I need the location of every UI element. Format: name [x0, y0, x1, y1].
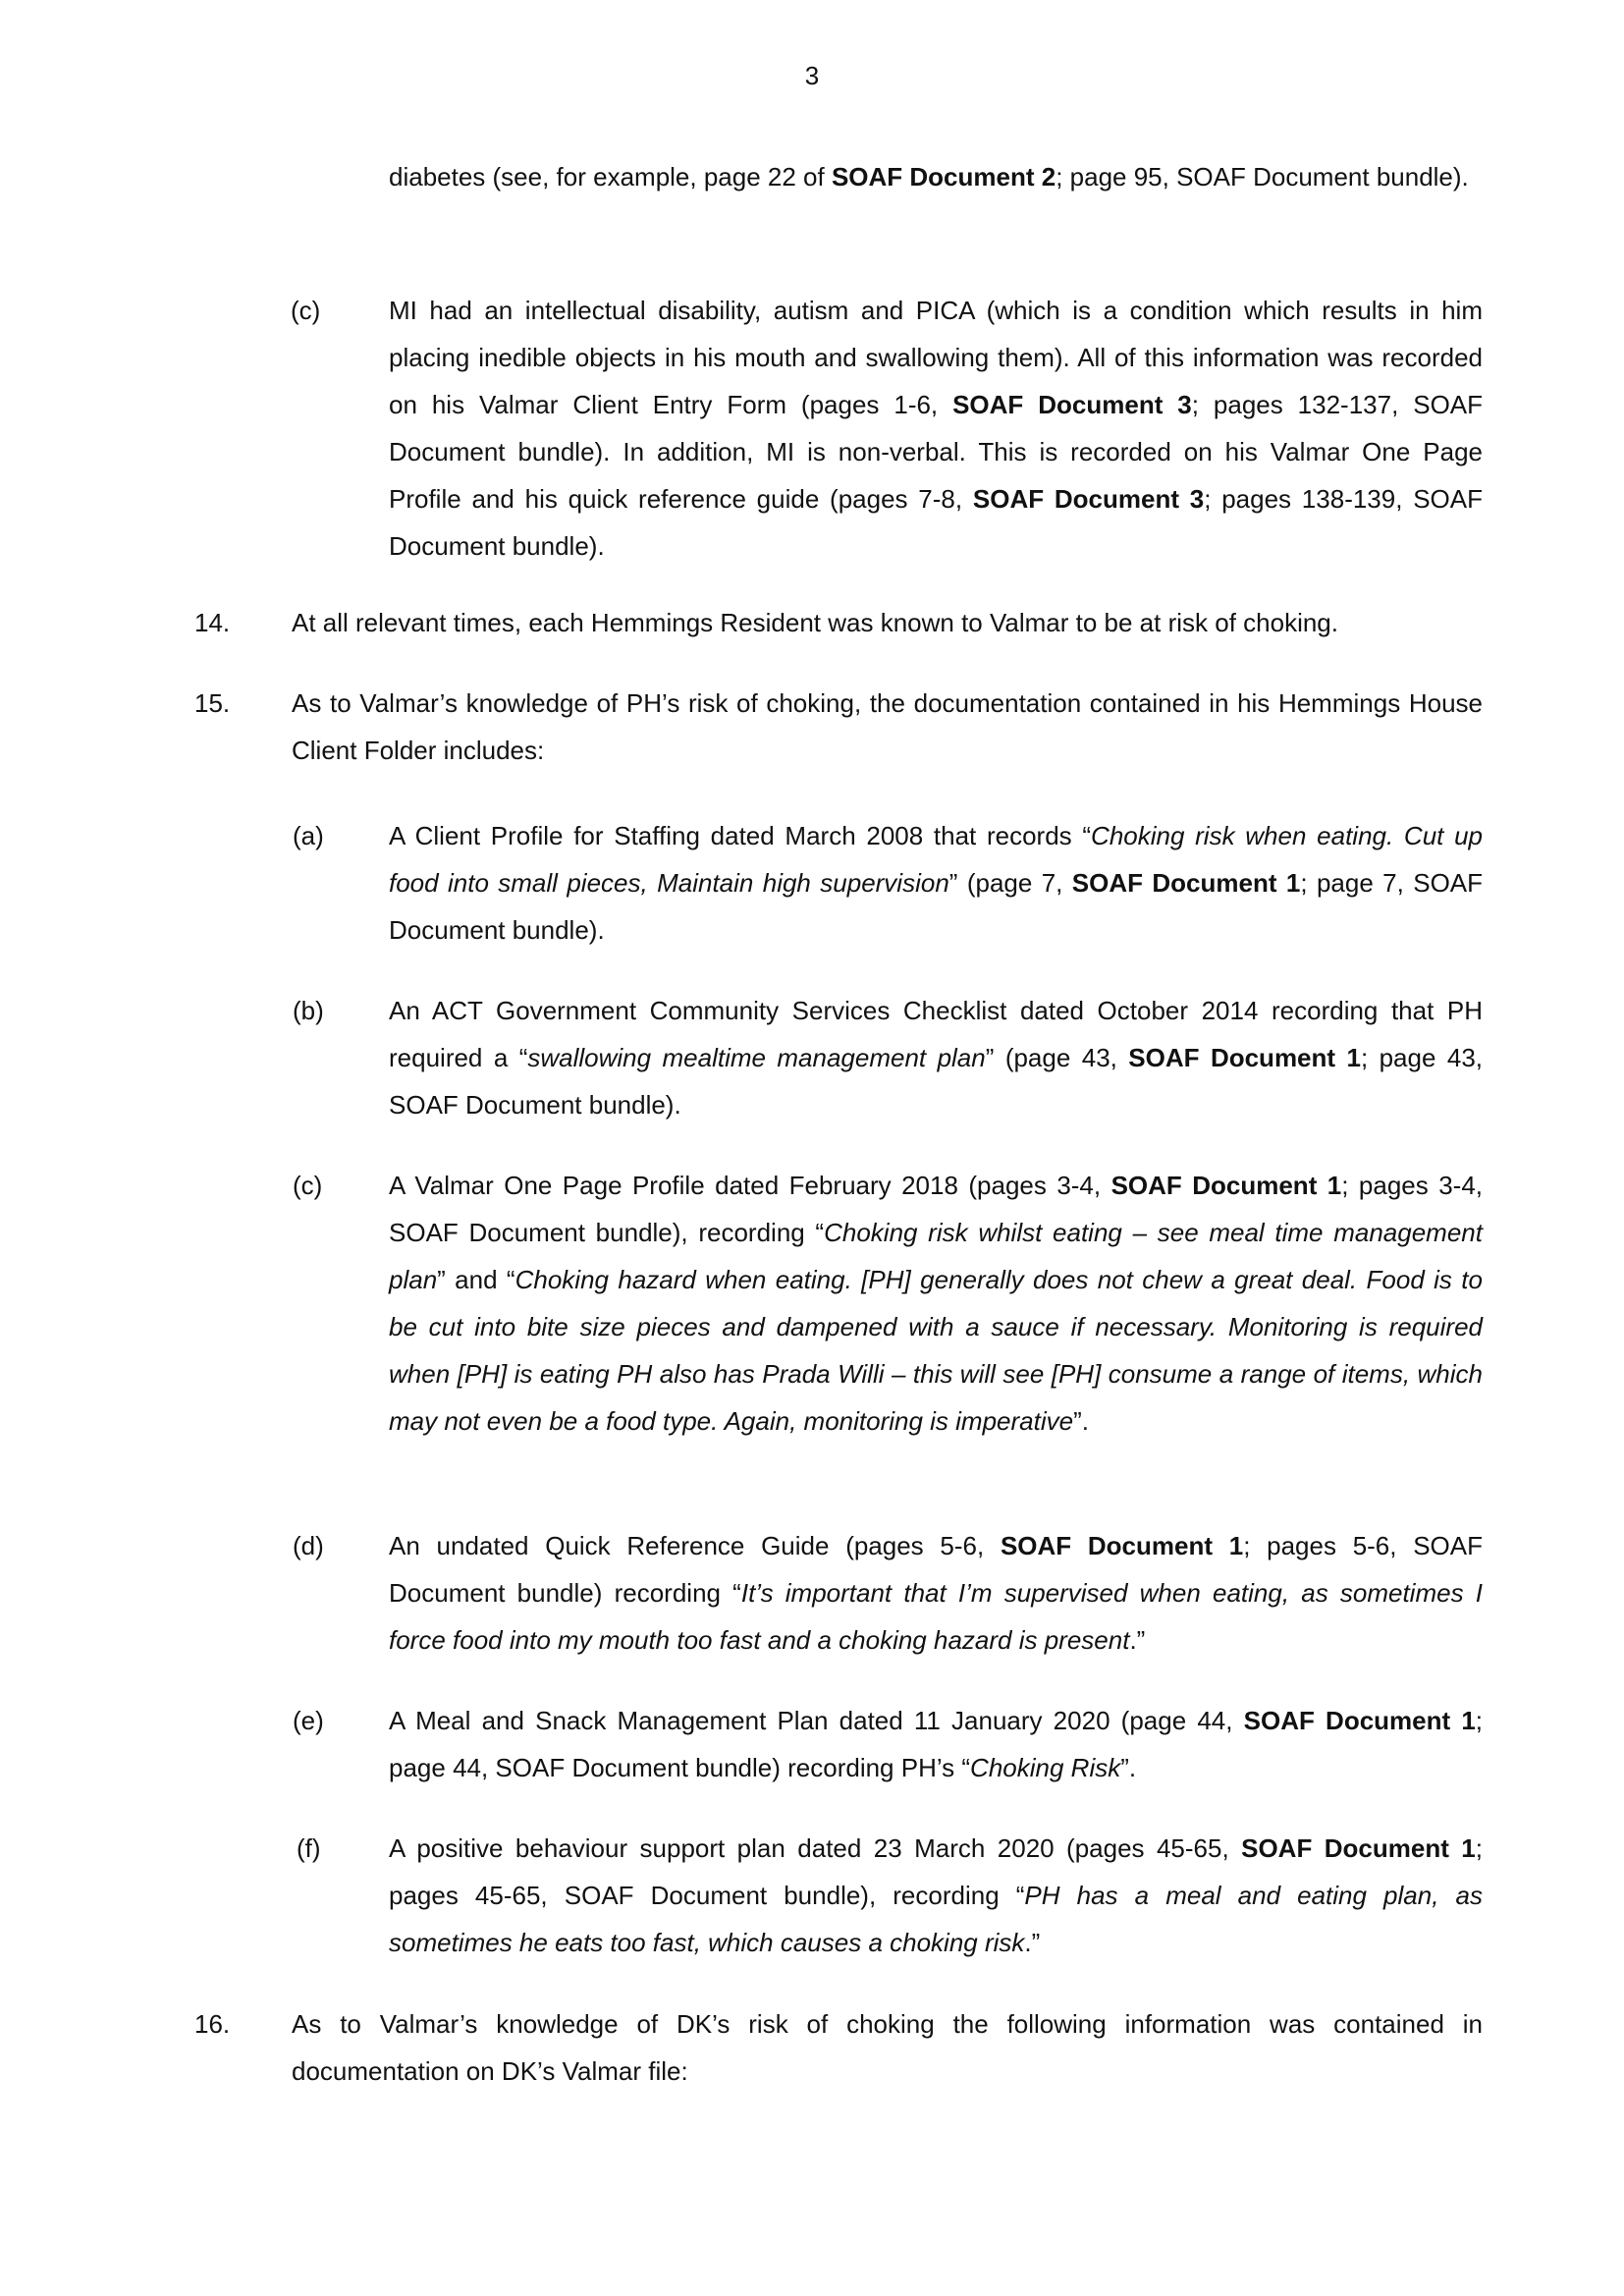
italic-quote: swallowing mealtime management plan [527, 1043, 986, 1072]
text-run: ; pages 45-65, SOAF Document bundle), recording “ [389, 1833, 1483, 1910]
item-label-e: (e) [293, 1706, 324, 1735]
text-run: A positive behaviour support plan dated 23 March 2020 (pages 45-65, [389, 1833, 1242, 1863]
text-run: An undated Quick Reference Guide (pages 5-6, [389, 1531, 1001, 1560]
bold-reference: SOAF Document 3 [952, 390, 1192, 419]
text-run: ; pages 132-137, SOAF Document bundle). In addition, MI is non-verbal. This is recorded on his Valmar One Page Profile and his quick reference guide (pages 7-8, [389, 390, 1484, 514]
italic-quote: Choking risk when eating. Cut up food into small pieces, Maintain high supervision [389, 821, 1484, 898]
text-run: A Meal and Snack Management Plan dated 11 January 2020 (page 44, [389, 1706, 1244, 1735]
text-run: MI had an intellectual disability, autism and PICA (which is a condition which results in him placing inedible objects in his mouth and swallowing them). All of this information was recorded on his Valmar Client Entry Form (pages 1-6, [389, 296, 1483, 419]
paragraph-15f [389, 1825, 1483, 1966]
bold-reference: SOAF Document 1 [1128, 1043, 1361, 1072]
text-run: diabetes (see, for example, page 22 of [389, 162, 832, 191]
text-run: ”. [1073, 1406, 1089, 1436]
text-run: As to Valmar’s knowledge of DK’s risk of choking the following information was contained in documentation on DK’s Valmar file: [292, 2009, 1483, 2086]
text-run: An ACT Government Community Services Checklist dated October 2014 recording that PH required a “ [389, 996, 1483, 1072]
bold-reference: SOAF Document 1 [1243, 1706, 1476, 1735]
text-run: .” [1024, 1928, 1041, 1957]
bold-reference: SOAF Document 1 [1071, 868, 1301, 898]
text-run: ; pages 3-4, SOAF Document bundle), recording “ [389, 1171, 1483, 1247]
text-run: .” [1129, 1625, 1146, 1655]
item-label-c: (c) [291, 296, 321, 325]
text-run: A Valmar One Page Profile dated February 2018 (pages 3-4, [389, 1171, 1111, 1200]
paragraph-15b [389, 987, 1483, 1128]
text-run: ” (page 7, [948, 868, 1072, 898]
item-label-f: (f) [297, 1833, 321, 1863]
paragraph-number-15: 15. [194, 688, 231, 718]
paragraph-15a [389, 812, 1483, 954]
page-number: 3 [804, 61, 820, 90]
paragraph-14 [292, 599, 1483, 646]
item-label-c2: (c) [293, 1171, 323, 1200]
bold-reference: SOAF Document 1 [1110, 1171, 1342, 1200]
italic-quote: Choking risk whilst eating – see meal time management plan [389, 1218, 1483, 1294]
bold-reference: SOAF Document 1 [1000, 1531, 1244, 1560]
text-run: ; page 43, SOAF Document bundle). [389, 1043, 1484, 1120]
paragraph-15e [389, 1697, 1483, 1791]
text-run: ” and “ [437, 1265, 515, 1294]
text-run: ; page 44, SOAF Document bundle) recording PH’s “ [389, 1706, 1484, 1782]
paragraph-number-16: 16. [194, 2009, 231, 2039]
italic-quote: PH has a meal and eating plan, as sometimes he eats too fast, which causes a choking risk [389, 1881, 1483, 1957]
paragraph-15d [389, 1522, 1483, 1664]
text-run: ” (page 43, [985, 1043, 1129, 1072]
item-label-b: (b) [293, 996, 324, 1025]
paragraph-13c [389, 287, 1483, 570]
text-run: At all relevant times, each Hemmings Resident was known to Valmar to be at risk of choking. [292, 608, 1338, 637]
paragraph-15c [389, 1162, 1483, 1445]
text-run: A Client Profile for Staffing dated March 2008 that records “ [389, 821, 1092, 850]
italic-quote: Choking hazard when eating. [PH] generally does not chew a great deal. Food is to be cut into bite size pieces and dampened with a sauce if necessary. Monitoring is required when [PH] is eating PH also has Prada Willi – this will see [PH] consume a range of items, which may not even be a food type. Again, monitoring is imperative [389, 1265, 1483, 1436]
paragraph-13b-continuation [389, 153, 1483, 200]
paragraph-16 [292, 2000, 1483, 2095]
text-run: ; page 95, SOAF Document bundle). [1056, 162, 1469, 191]
bold-reference: SOAF Document 1 [1241, 1833, 1476, 1863]
paragraph-number-14: 14. [194, 608, 231, 637]
bold-reference: SOAF Document 3 [972, 484, 1205, 514]
text-run: ; pages 5-6, SOAF Document bundle) recording “ [389, 1531, 1484, 1608]
bold-reference: SOAF Document 2 [831, 162, 1056, 191]
italic-quote: Choking Risk [970, 1753, 1121, 1782]
paragraph-15 [292, 680, 1483, 774]
item-label-d: (d) [293, 1531, 324, 1560]
text-run: ; page 7, SOAF Document bundle). [389, 868, 1484, 945]
text-run: ; pages 138-139, SOAF Document bundle). [389, 484, 1484, 561]
text-run: As to Valmar’s knowledge of PH’s risk of choking, the documentation contained in his Hemmings House Client Folder includes: [292, 688, 1483, 765]
italic-quote: It’s important that I’m supervised when eating, as sometimes I force food into my mouth too fast and a choking hazard is present [389, 1578, 1483, 1655]
item-label-a: (a) [293, 821, 324, 850]
text-run: ”. [1120, 1753, 1137, 1782]
